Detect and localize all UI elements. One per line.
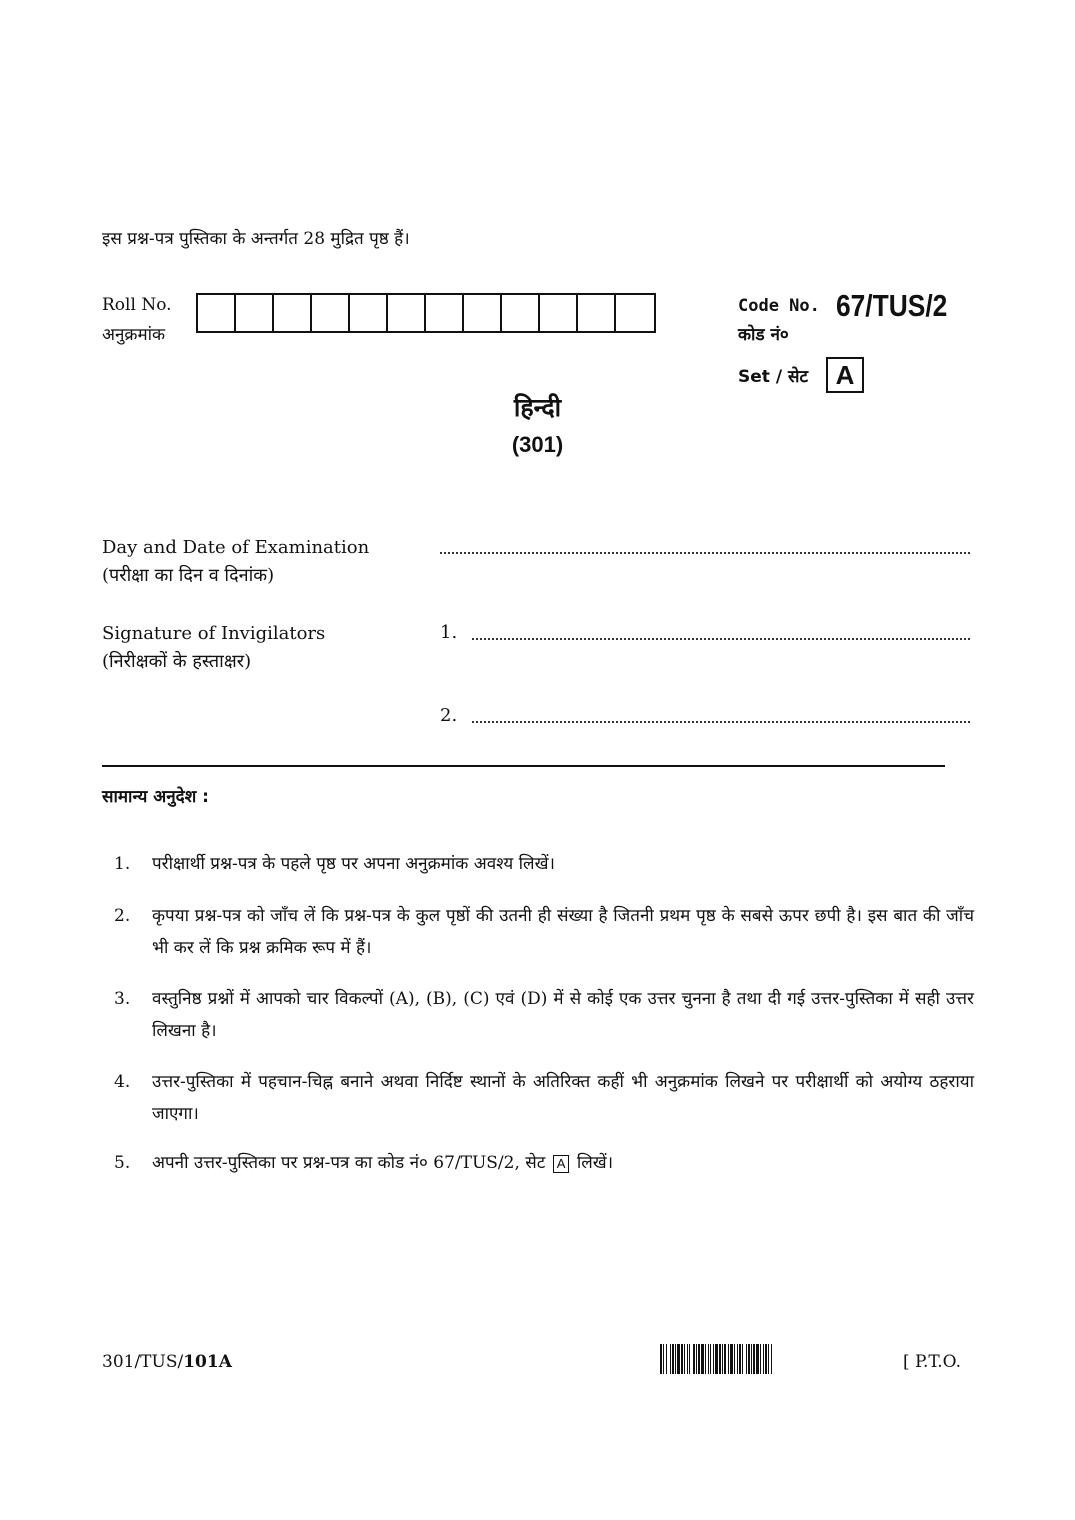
barcode-bar [719, 1344, 721, 1374]
barcode-image [660, 1344, 888, 1374]
instruction-text-before: अपनी उत्तर-पुस्तिका पर प्रश्न-पत्र का कोड नं० 67/TUS/2, सेट [152, 1153, 546, 1173]
barcode-bar [768, 1344, 769, 1374]
instruction-number: 3. [114, 989, 131, 1009]
footer-paper-code [102, 1352, 232, 1372]
roll-number-box[interactable] [350, 295, 388, 331]
signature-1-field[interactable] [472, 638, 970, 640]
set-box: A [826, 357, 864, 393]
roll-number-box[interactable] [312, 295, 350, 331]
barcode-bar [724, 1344, 726, 1374]
instruction-item [114, 1147, 974, 1179]
roll-number-box[interactable] [464, 295, 502, 331]
subject-code: (301) [511, 432, 564, 457]
barcode-bar [689, 1344, 690, 1374]
barcode-bar [693, 1344, 695, 1374]
barcode-bar [765, 1344, 767, 1374]
roll-number-box[interactable] [578, 295, 616, 331]
pto-note: [ P.T.O. [903, 1352, 962, 1372]
barcode-bar [670, 1344, 671, 1374]
roll-number-boxes[interactable] [196, 293, 656, 333]
page-count-note: इस प्रश्न-पत्र पुस्तिका के अन्तर्गत 28 मुद्रित पृष्ठ हैं। [102, 229, 410, 249]
roll-number-label [102, 290, 172, 350]
exam-date-field[interactable] [440, 552, 970, 554]
footer-code-bold: 101A [183, 1352, 232, 1372]
barcode-bar [677, 1344, 680, 1374]
barcode-bar [710, 1344, 711, 1374]
set-box-inline: A [553, 1155, 570, 1173]
divider-rule [102, 765, 945, 767]
instruction-text: कृपया प्रश्न-पत्र को जाँच लें कि प्रश्न-पत्र के कुल पृष्ठों की उतनी ही संख्या है जितनी प्रथम पृष्ठ के सबसे ऊपर छपी है। इस बात की जाँच भी कर लें कि प्रश्न क्रमिक रूप में हैं। [152, 906, 974, 958]
instruction-item [114, 848, 974, 880]
barcode-bar [771, 1344, 772, 1374]
instruction-text: परीक्षार्थी प्रश्न-पत्र के पहले पृष्ठ पर अपना अनुक्रमांक अवश्य लिखें। [152, 854, 555, 874]
barcode-bar [739, 1344, 741, 1374]
instructions-title: सामान्य अनुदेश : [102, 787, 209, 807]
code-label-hi: कोड नं० [738, 325, 789, 345]
barcode-bar [748, 1344, 750, 1374]
barcode-bar [663, 1344, 664, 1374]
subject-name: हिन्दी [513, 393, 562, 422]
roll-number-box[interactable] [388, 295, 426, 331]
barcode-bar [753, 1344, 755, 1374]
signature-2-field[interactable] [472, 721, 970, 723]
roll-number-box[interactable] [426, 295, 464, 331]
barcode-bar [751, 1344, 752, 1374]
barcode-bar [705, 1344, 706, 1374]
barcode-bar [722, 1344, 723, 1374]
roll-label-en: Roll No. [102, 295, 172, 315]
instruction-number: 1. [114, 854, 131, 874]
code-value: 67/TUS/2 [835, 288, 948, 323]
barcode-bar [708, 1344, 709, 1374]
instruction-number: 5. [114, 1153, 131, 1173]
barcode-bar [675, 1344, 676, 1374]
instruction-item [114, 1066, 974, 1130]
exam-date-label-en: Day and Date of Examination [102, 537, 370, 558]
code-label-en: Code No. [738, 296, 820, 316]
barcode-bar [756, 1344, 759, 1374]
barcode-bar [742, 1344, 743, 1374]
instruction-number: 2. [114, 906, 131, 926]
barcode-bar [730, 1344, 733, 1374]
signature-2-number: 2. [440, 705, 458, 726]
barcode-bar [672, 1344, 674, 1374]
exam-date-label [102, 534, 369, 590]
barcode-bar [728, 1344, 729, 1374]
instruction-text-after: लिखें। [576, 1153, 614, 1173]
barcode-bar [713, 1344, 714, 1374]
instruction-number: 4. [114, 1072, 131, 1092]
barcode-bar [715, 1344, 718, 1374]
footer-code-plain: 301/TUS/ [102, 1352, 184, 1372]
roll-number-box[interactable] [540, 295, 578, 331]
code-block [738, 288, 967, 393]
invigilator-label-en: Signature of Invigilators [102, 623, 326, 644]
instruction-item [114, 983, 974, 1047]
roll-label-hi: अनुक्रमांक [102, 325, 166, 345]
barcode-bar [763, 1344, 764, 1374]
barcode-bar [760, 1344, 761, 1374]
barcode-bar [698, 1344, 700, 1374]
signature-1-number: 1. [440, 622, 458, 643]
barcode-bar [660, 1344, 662, 1374]
barcode-bar [684, 1344, 685, 1374]
roll-number-box[interactable] [274, 295, 312, 331]
barcode-bar [681, 1344, 683, 1374]
invigilator-label [102, 620, 325, 676]
instruction-text: उत्तर-पुस्तिका में पहचान-चिह्न बनाने अथवा निर्दिष्ट स्थानों के अतिरिक्त कहीं भी अनुक्रमांक लिखने पर परीक्षार्थी को अयोग्य ठहराया जाएगा। [152, 1072, 974, 1124]
roll-number-box[interactable] [198, 295, 236, 331]
barcode-bar [666, 1344, 667, 1374]
roll-number-box[interactable] [236, 295, 274, 331]
set-label: Set / सेट [738, 366, 809, 387]
instruction-item [114, 900, 974, 964]
barcode-bar [687, 1344, 688, 1374]
barcode-bar [737, 1344, 738, 1374]
roll-number-box[interactable] [502, 295, 540, 331]
instruction-text: वस्तुनिष्ठ प्रश्नों में आपको चार विकल्पों (A), (B), (C) एवं (D) में से कोई एक उत्तर चुनना है तथा दी गई उत्तर-पुस्तिका में सही उत्तर लिखना है। [152, 989, 974, 1041]
barcode-bar [746, 1344, 747, 1374]
exam-date-label-hi: (परीक्षा का दिन व दिनांक) [102, 565, 275, 586]
invigilator-label-hi: (निरीक्षकों के हस्ताक्षर) [102, 651, 252, 672]
instruction-text [152, 1147, 974, 1179]
roll-number-box[interactable] [616, 295, 654, 331]
barcode-bar [734, 1344, 735, 1374]
barcode-bar [696, 1344, 697, 1374]
barcode-bar [701, 1344, 704, 1374]
